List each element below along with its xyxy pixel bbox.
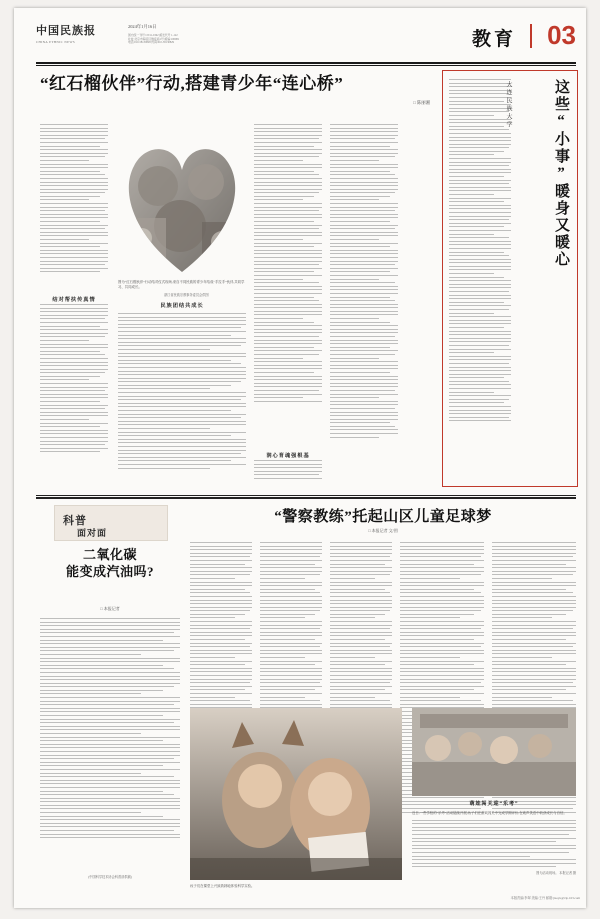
bottom-left-photo-caption: 孩子们在课堂上兴致勃勃地体验科学实验。 bbox=[190, 884, 255, 888]
main-photo bbox=[118, 126, 246, 276]
masthead-rule-thin bbox=[36, 65, 576, 66]
main-column-4 bbox=[330, 124, 398, 440]
page-sheet bbox=[14, 8, 586, 908]
bottom-left-photo-image bbox=[190, 708, 402, 880]
bottom-right-box-title: 萌娃闯关迎“乐考” bbox=[469, 802, 519, 807]
main-column-2 bbox=[118, 298, 246, 471]
section-divider-rule bbox=[36, 495, 576, 496]
vertical-feature-box bbox=[442, 70, 578, 487]
main-photo-image bbox=[118, 126, 246, 276]
newspaper-name-cn: 中国民族报 bbox=[36, 25, 96, 37]
bottom-left-footnote: (中国科学技术协会科普部供稿) bbox=[88, 875, 132, 879]
issue-meta-line-1: 国内统一刊号 CN11-0192 邮发代号 1-122 bbox=[128, 34, 178, 37]
main-photo-credit: 浙江省民族宗教事务委员会供图 bbox=[164, 293, 209, 297]
column-badge-line2: 面对面 bbox=[77, 528, 108, 538]
main-photo-caption: 图为“红石榴伙伴”行动结对仪式现场,来自不同民族的青少年结成“手拉手”伙伴,共同学习、共同成长。 bbox=[118, 280, 245, 289]
newspaper-name-en: CHINA ETHNIC NEWS bbox=[36, 40, 76, 44]
main-column-1b bbox=[40, 304, 108, 455]
bottom-left-headline bbox=[40, 546, 180, 580]
main-byline: □ 陈丽湘 bbox=[413, 100, 430, 105]
issue-meta-line-2: 社址:北京市海淀区倒座庙1号 邮编:100081 bbox=[128, 37, 180, 41]
section-divider bbox=[530, 24, 532, 48]
vertical-feature-body bbox=[449, 79, 511, 478]
bottom-right-photo-caption: 近日,一些学校的“乐考”活动陆续开展,孩子们在游戏闯关中完成学期评价,在欢声笑语中收获成长与自信。 bbox=[412, 811, 567, 815]
main-column-1 bbox=[40, 124, 108, 275]
bottom-right-photo-image bbox=[412, 708, 576, 796]
column-badge-line1: 科普 bbox=[63, 515, 87, 527]
bottom-main-headline: “警察教练”托起山区儿童足球梦 bbox=[274, 509, 492, 525]
subhead-2: 民族团结共成长 bbox=[160, 303, 204, 309]
subhead-3: 润心育魂强根基 bbox=[266, 453, 310, 459]
bottom-right-photo bbox=[412, 708, 576, 796]
section-divider-rule-thick bbox=[36, 497, 576, 499]
page-footer: 本版责编:李翠 美编:王丹 邮箱:jiaoyu@vip.163.com bbox=[510, 896, 580, 900]
main-headline: “红石榴伙伴”行动,搭建青少年“连心桥” bbox=[40, 74, 344, 93]
column-badge bbox=[54, 505, 168, 541]
newspaper-logo bbox=[36, 22, 122, 44]
bottom-right-photo-block bbox=[412, 800, 576, 875]
bottom-left-headline-line2: 能变成汽油吗? bbox=[65, 564, 154, 579]
bottom-left-body bbox=[40, 618, 180, 841]
page-number: 03 bbox=[547, 20, 576, 50]
issue-meta-line-3: 电话:010-58130828 传真:010-58130829 bbox=[128, 41, 175, 45]
masthead bbox=[36, 20, 576, 60]
bottom-right-photo-credit: 图为活动现场。 本报记者 摄 bbox=[536, 871, 576, 876]
section-title: 教育 bbox=[471, 29, 516, 50]
vertical-feature-title: 这些“小事”暖身又暖心 bbox=[553, 79, 569, 268]
masthead-rule bbox=[36, 62, 576, 64]
vertical-feature-subtitle: 大连民族大学 bbox=[505, 81, 511, 129]
subhead-1: 结对帮扶传真情 bbox=[52, 297, 96, 303]
issue-date: 2024年1月16日 bbox=[128, 24, 157, 29]
main-column-3 bbox=[254, 124, 322, 404]
bottom-left-headline-line1: 二氧化碳 bbox=[82, 547, 137, 562]
issue-meta bbox=[128, 34, 248, 45]
bottom-main-byline: □ 本报记者 文/图 bbox=[368, 528, 398, 533]
bottom-left-photo bbox=[190, 708, 402, 880]
bottom-left-byline: □ 本报记者 bbox=[100, 606, 120, 611]
main-column-3b bbox=[254, 460, 322, 482]
